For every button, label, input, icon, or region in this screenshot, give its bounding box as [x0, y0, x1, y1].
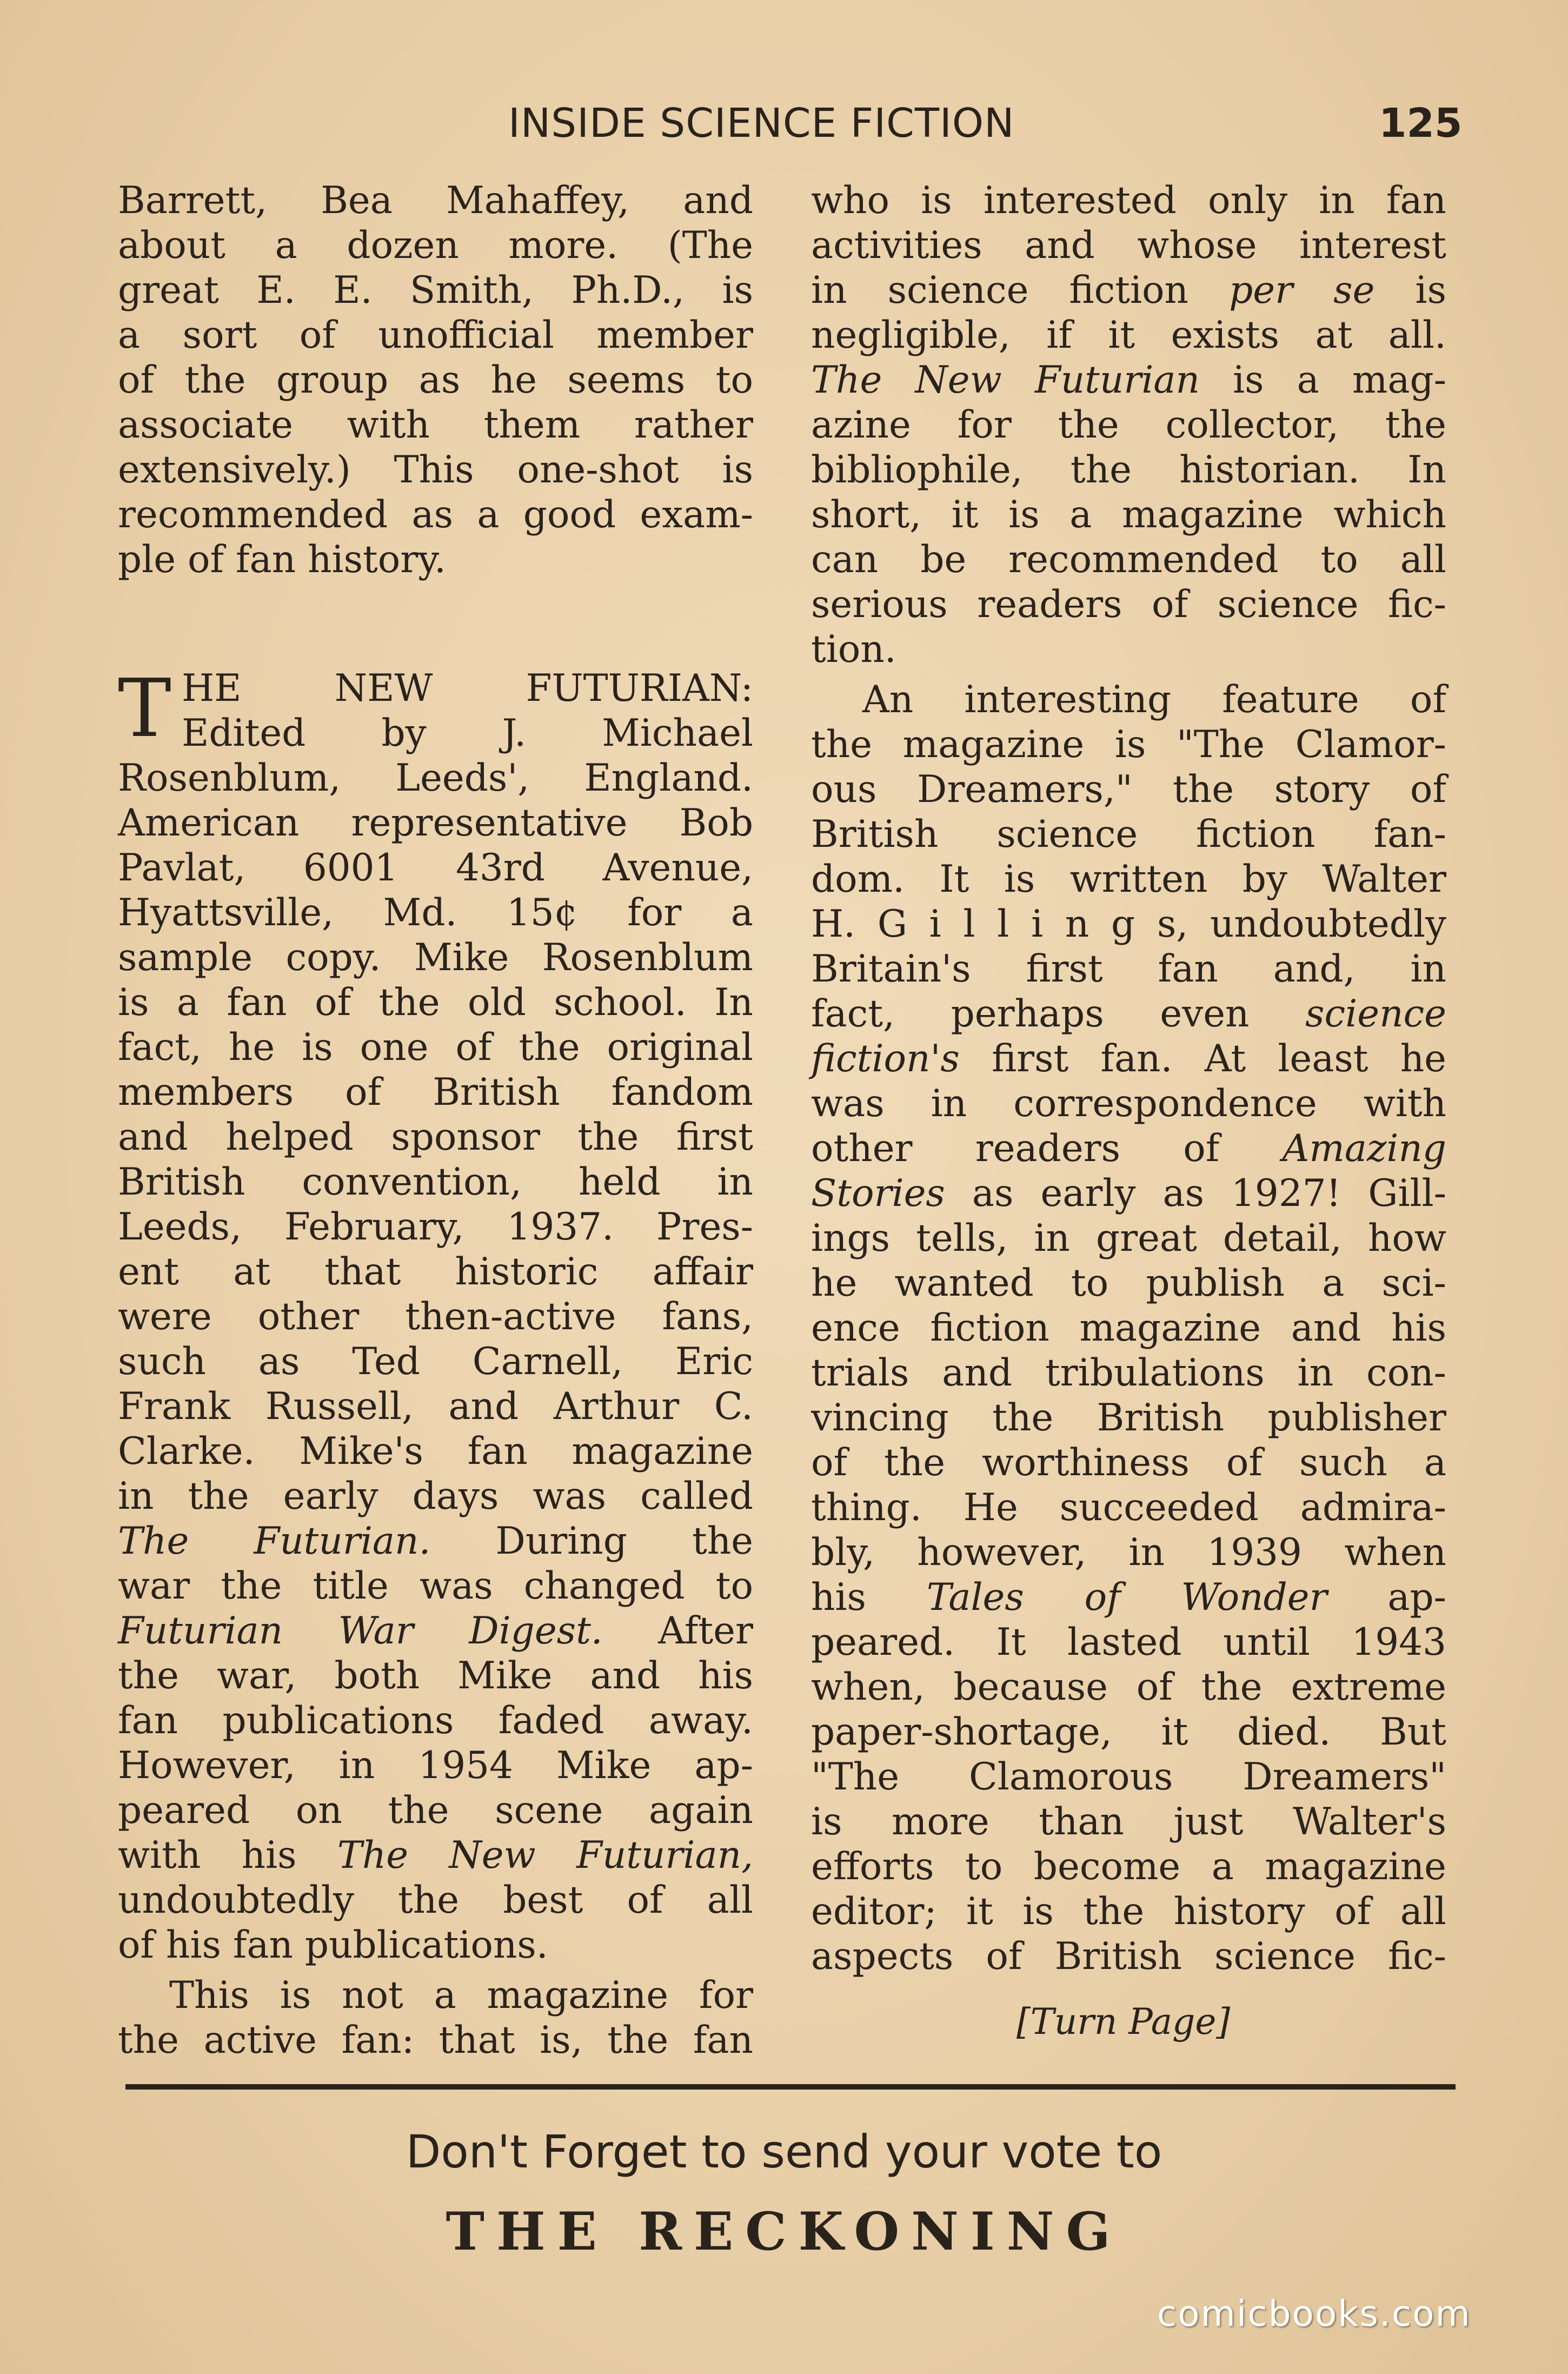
- text-line: in science fiction per se is: [811, 269, 1446, 312]
- magazine-title: The Futurian.: [118, 1520, 431, 1563]
- text-line: paper-shortage, it died. But: [811, 1710, 1446, 1754]
- text-line: British convention, held in: [118, 1161, 753, 1204]
- text-line: thing. He succeeded admira-: [811, 1486, 1446, 1529]
- text-line: Stories as early as 1927! Gill-: [811, 1172, 1447, 1215]
- text-line: peared. It lasted until 1943: [811, 1621, 1446, 1664]
- text-line: H. G i l l i n g s, undoubtedly: [811, 903, 1446, 946]
- text-line: of the group as he seems to: [118, 359, 753, 402]
- text-line: trials and tribulations in con-: [811, 1351, 1446, 1395]
- text-line: fan publications faded away.: [118, 1699, 753, 1742]
- text-line: members of British fandom: [118, 1071, 753, 1114]
- divider-rule: [125, 2084, 1456, 2090]
- text-line: American representative Bob: [118, 801, 753, 845]
- turn-page-note: [Turn Page]: [1016, 2001, 1231, 2043]
- text-line: azine for the collector, the: [811, 403, 1446, 447]
- text-line: Hyattsville, Md. 15¢ for a: [118, 891, 753, 934]
- running-title: INSIDE SCIENCE FICTION: [508, 100, 1015, 147]
- text-line: This is not a magazine for: [169, 1974, 753, 2017]
- text-line: and helped sponsor the first: [118, 1116, 753, 1159]
- page-number: 125: [1379, 100, 1463, 147]
- text-line: Frank Russell, and Arthur C.: [118, 1385, 753, 1428]
- text-line: Clarke. Mike's fan magazine: [118, 1430, 753, 1473]
- text-line: activities and whose interest: [811, 224, 1446, 267]
- text-line: serious readers of science fic-: [811, 583, 1446, 626]
- text-line: peared on the scene again: [118, 1789, 753, 1832]
- text-line: of the worthiness of such a: [811, 1441, 1446, 1484]
- text-line: extensively.) This one-shot is: [118, 448, 753, 492]
- review-heading: HE NEW FUTURIAN:: [182, 667, 753, 710]
- watermark: comicbooks.com: [1157, 2293, 1471, 2335]
- text-line: Pavlat, 6001 43rd Avenue,: [118, 846, 753, 890]
- magazine-title: Futurian War Digest.: [118, 1609, 603, 1653]
- text-line: is more than just Walter's: [811, 1800, 1446, 1844]
- text-line: a sort of unofficial member: [118, 314, 753, 357]
- review-entry: [118, 662, 753, 2063]
- left-column: [118, 178, 753, 2063]
- text-line: short, it is a magazine which: [811, 493, 1446, 536]
- magazine-title: The New Futurian: [811, 359, 1200, 402]
- text-line: fiction's first fan. At least he: [811, 1037, 1447, 1080]
- text-line: can be recommended to all: [811, 538, 1446, 581]
- text-line: is a fan of the old school. In: [118, 981, 753, 1024]
- text-line: undoubtedly the best of all: [118, 1879, 753, 1922]
- text-line: when, because of the extreme: [811, 1666, 1446, 1709]
- paragraph: [118, 178, 753, 582]
- text-line: was in correspondence with: [811, 1082, 1446, 1125]
- text-line: Futurian War Digest. After: [118, 1609, 753, 1653]
- text-line: ings tells, in great detail, how: [811, 1217, 1446, 1260]
- text-line: war the title was changed to: [118, 1564, 753, 1608]
- text-line: in the early days was called: [118, 1475, 753, 1518]
- text-line: Britain's first fan and, in: [811, 947, 1446, 991]
- text-line: he wanted to publish a sci-: [811, 1262, 1446, 1305]
- text-line: ous Dreamers," the story of: [811, 768, 1446, 811]
- footer-announcement: Don't Forget to send your vote to: [406, 2125, 1162, 2178]
- text-line: ence fiction magazine and his: [811, 1307, 1446, 1350]
- text-line: Edited by J. Michael: [182, 712, 753, 755]
- magazine-title: Amazing: [1282, 1127, 1446, 1170]
- magazine-title: Tales of Wonder: [926, 1576, 1327, 1619]
- text-line: However, in 1954 Mike ap-: [118, 1744, 753, 1787]
- text-line: editor; it is the history of all: [811, 1890, 1446, 1933]
- text-line: ple of fan history.: [118, 538, 446, 581]
- text-line: of his fan publications.: [118, 1924, 548, 1967]
- text-line: bibliophile, the historian. In: [811, 448, 1446, 492]
- text-line: bly, however, in 1939 when: [811, 1531, 1446, 1574]
- text-line: other readers of Amazing: [811, 1127, 1446, 1170]
- text-line: about a dozen more. (The: [118, 224, 753, 267]
- text-line: An interesting feature of: [862, 678, 1446, 721]
- text-line: who is interested only in fan: [811, 179, 1446, 222]
- text-line: tion.: [811, 628, 896, 671]
- text-line: sample copy. Mike Rosenblum: [118, 936, 753, 979]
- text-line: Barrett, Bea Mahaffey, and: [118, 179, 753, 222]
- text-line: "The Clamorous Dreamers": [811, 1755, 1446, 1799]
- magazine-title: The New Futurian,: [337, 1834, 753, 1877]
- text-line: the magazine is "The Clamor-: [811, 723, 1446, 766]
- footer-title: THE RECKONING: [446, 2201, 1122, 2262]
- text-line: great E. E. Smith, Ph.D., is: [118, 269, 753, 312]
- text-line: recommended as a good exam-: [118, 493, 753, 536]
- text-line: vincing the British publisher: [811, 1396, 1446, 1440]
- text-line: dom. It is written by Walter: [811, 858, 1446, 901]
- text-line: ent at that historic affair: [118, 1250, 753, 1294]
- right-column: [811, 178, 1446, 1979]
- text-line: were other then-active fans,: [118, 1295, 753, 1338]
- text-line: Rosenblum, Leeds', England.: [118, 757, 753, 800]
- text-line: British science fiction fan-: [811, 813, 1446, 856]
- text-line: such as Ted Carnell, Eric: [118, 1340, 753, 1383]
- text-line: Leeds, February, 1937. Pres-: [118, 1205, 753, 1249]
- text-line: associate with them rather: [118, 403, 753, 447]
- drop-cap: T: [118, 662, 171, 755]
- text-line: with his The New Futurian,: [118, 1834, 753, 1877]
- page-header: [0, 100, 1568, 160]
- text-line: aspects of British science fic-: [811, 1935, 1446, 1978]
- text-line: the war, both Mike and his: [118, 1654, 753, 1697]
- text-line: his Tales of Wonder ap-: [811, 1576, 1446, 1619]
- text-line: the active fan: that is, the fan: [118, 2019, 753, 2062]
- text-line: fact, perhaps even science: [811, 992, 1446, 1036]
- text-line: The New Futurian is a mag-: [811, 359, 1447, 402]
- text-line: fact, he is one of the original: [118, 1026, 753, 1069]
- text-line: The Futurian. During the: [118, 1520, 753, 1563]
- magazine-title: Stories: [811, 1172, 945, 1215]
- text-line: negligible, if it exists at all.: [811, 314, 1446, 357]
- text-line: efforts to become a magazine: [811, 1845, 1446, 1888]
